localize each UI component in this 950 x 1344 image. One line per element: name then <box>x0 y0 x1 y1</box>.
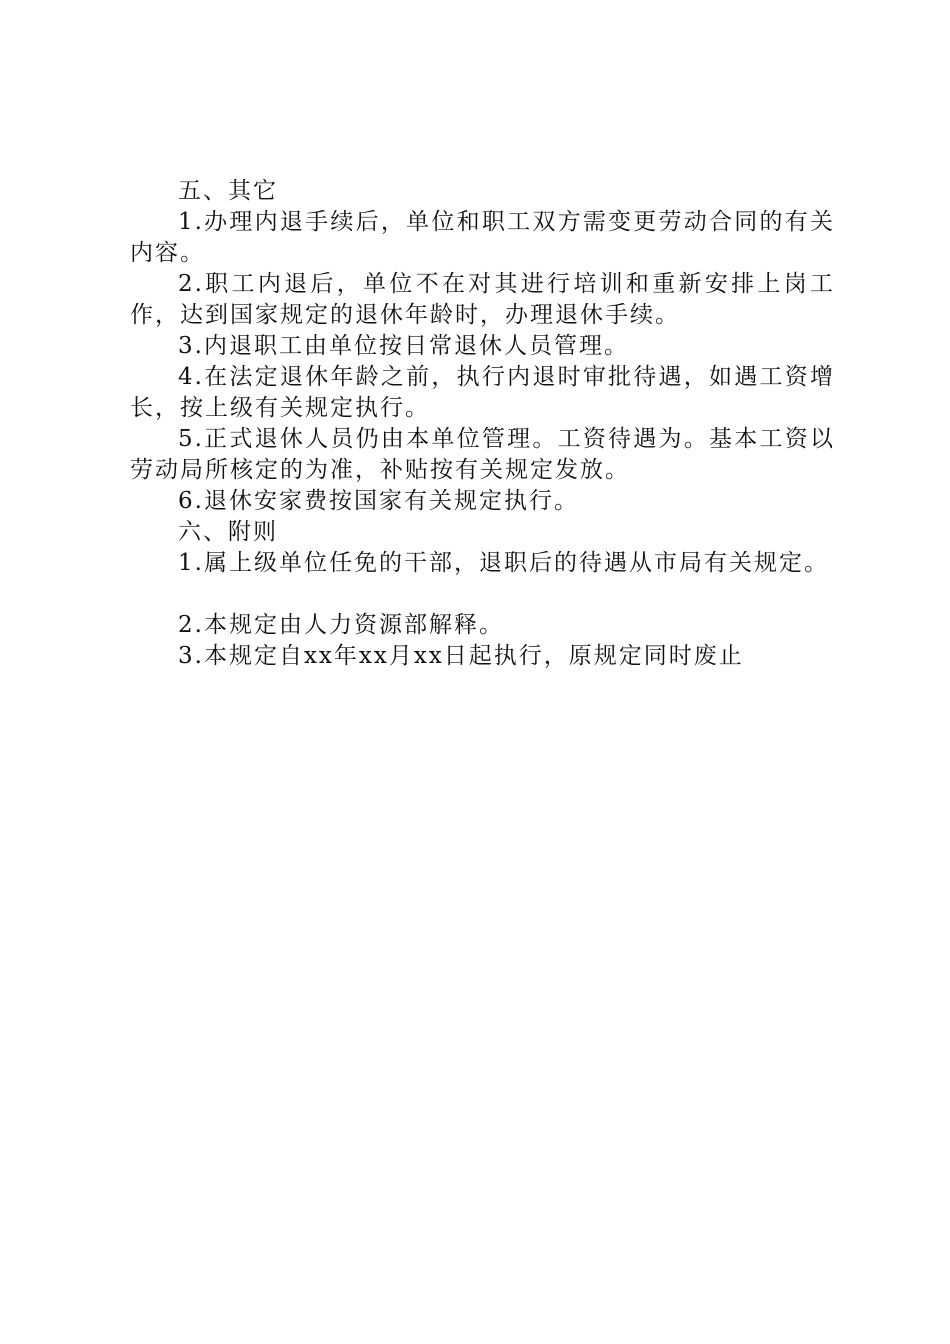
blank-line <box>130 579 835 610</box>
other-item-6: 6.退休安家费按国家有关规定执行。 <box>178 488 579 514</box>
supplementary-item-1: 1.属上级单位任免的干部，退职后的待遇从市局有关规定。 <box>178 550 829 576</box>
other-item-2: 2.职工内退后，单位不在对其进行培训和重新安排上岗工作，达到国家规定的退休年龄时，办理退休手续。 <box>130 271 835 328</box>
other-item-5: 5.正式退休人员仍由本单位管理。工资待遇为。基本工资以劳动局所核定的为准，补贴按有关规定发放。 <box>130 426 835 483</box>
other-item-4: 4.在法定退休年龄之前，执行内退时审批待遇，如遇工资增长，按上级有关规定执行。 <box>130 364 835 421</box>
other-item-1: 1.办理内退手续后，单位和职工双方需变更劳动合同的有关内容。 <box>130 209 835 266</box>
section-heading-other: 五、其它 <box>178 178 278 204</box>
document-body <box>130 176 835 672</box>
supplementary-item-3: 3.本规定自xx年xx月xx日起执行，原规定同时废止 <box>178 643 744 669</box>
section-heading-supplementary: 六、附则 <box>178 519 278 545</box>
other-item-3: 3.内退职工由单位按日常退休人员管理。 <box>178 333 629 359</box>
supplementary-item-2: 2.本规定由人力资源部解释。 <box>178 612 504 638</box>
